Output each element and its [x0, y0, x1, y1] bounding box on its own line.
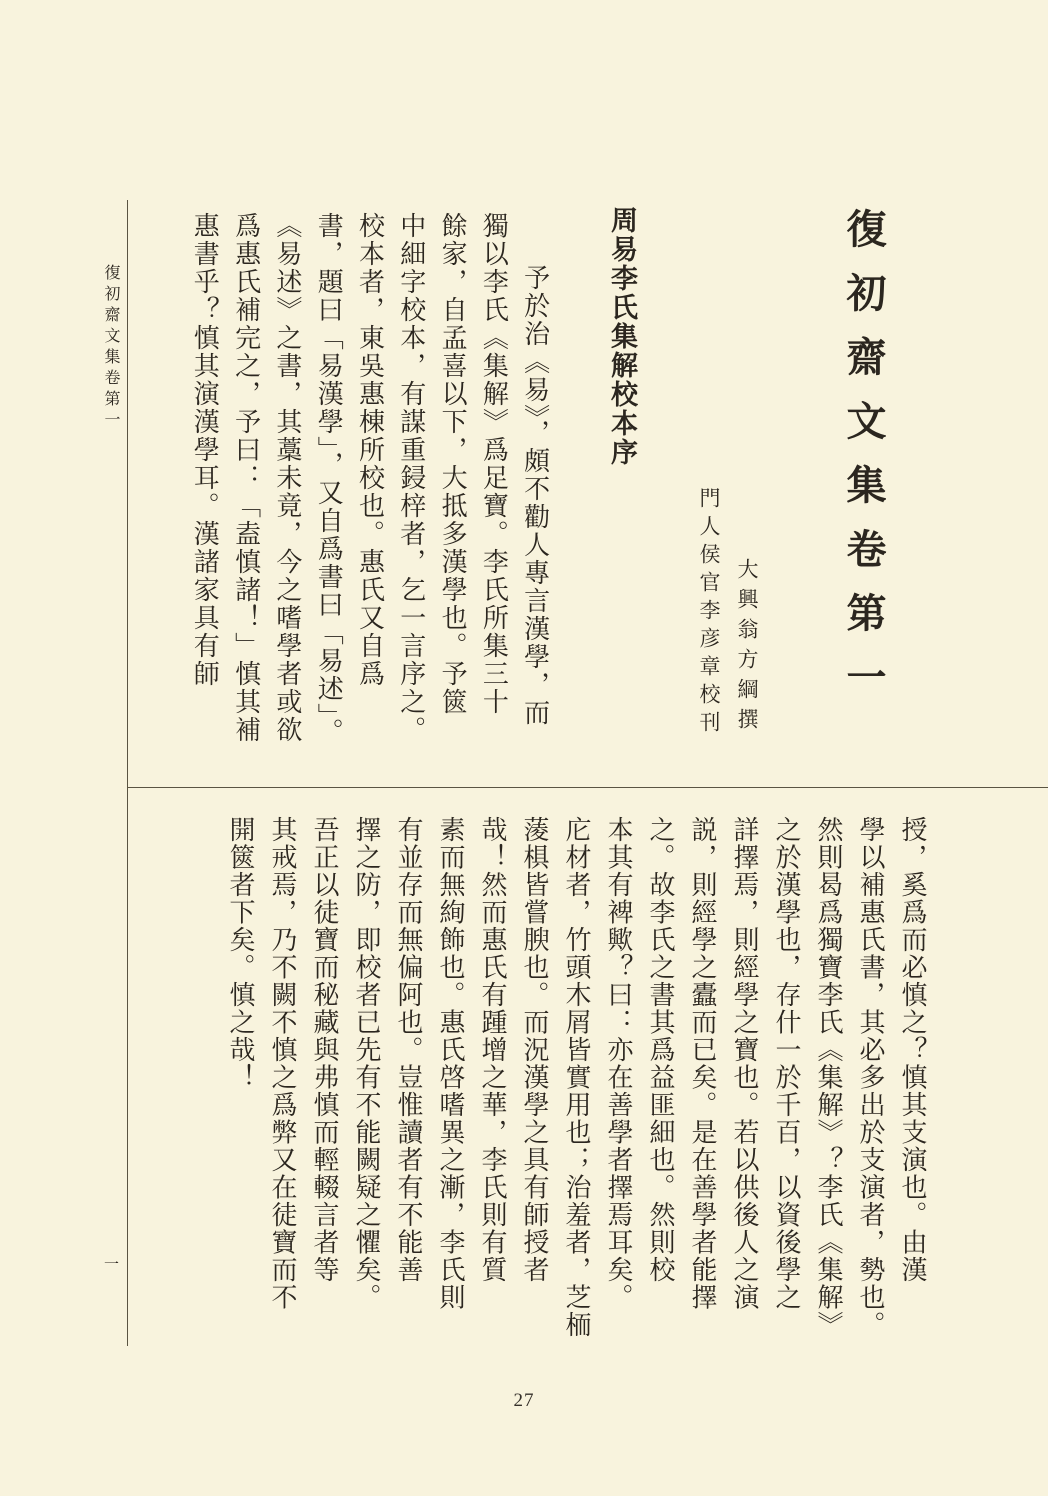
volume-title: 復初齋文集卷第一 [841, 208, 886, 720]
text-column: 學以補惠氏書，其必多出於支演者，勢也。 [856, 816, 885, 1339]
text-column: 吾正以徒寶而秘藏與弗慎而輕輟言者等 [310, 816, 339, 1284]
author-attribution: 大興翁方綱撰 [735, 558, 759, 738]
text-column: 餘家，自孟喜以下，大抵多漢學也。予篋 [438, 212, 468, 716]
text-column: 説，則經學之蠹而已矣。是在善學者能擇 [688, 816, 717, 1311]
section-title: 周易李氏集解校本序 [607, 206, 637, 467]
margin-folio-marker: 一 [102, 1256, 118, 1271]
text-column: 有並存而無偏阿也。豈惟讀者有不能善 [394, 816, 423, 1284]
text-column: 擇之防，即校者已先有不能闕疑之懼矣。 [352, 816, 381, 1311]
margin-volume-label: 復初齋文集卷第一 [102, 264, 119, 432]
text-column: 授，奚爲而必慎之？慎其支演也。由漢 [898, 816, 927, 1284]
text-column: 予於治《易》，頗不勸人專言漢學，而 [520, 264, 550, 727]
text-column: 之於漢學也，存什一於千百，以資後學之 [772, 816, 801, 1311]
text-column: 蔆椇皆嘗腴也。而況漢學之具有師授者 [520, 816, 549, 1284]
text-column: 素而無絢飾也。惠氏啓嗜異之漸，李氏則 [436, 816, 465, 1311]
editor-attribution: 門人侯官李彦章校刊 [697, 487, 721, 739]
preface-top-text-block [184, 212, 556, 760]
preface-bottom-text-block [219, 816, 933, 1356]
text-column: 之。故李氏之書其爲益匪細也。然則校 [646, 816, 675, 1284]
text-column: 本其有裨歟？曰：亦在善學者擇焉耳矣。 [604, 816, 633, 1311]
text-column: 中細字校本，有謀重鋟梓者，乞一言序之。 [396, 212, 426, 744]
block-divider-line [127, 787, 1048, 788]
text-column: 庀材者，竹頭木屑皆實用也；治羞者，芝栭 [562, 816, 591, 1339]
text-column: 然則曷爲獨寶李氏《集解》？李氏《集解》 [814, 816, 843, 1339]
text-column: 《易述》之書，其藁未竟，今之嗜學者或欲 [272, 212, 302, 744]
text-column: 哉！然而惠氏有踵增之華，李氏則有質 [478, 816, 507, 1284]
text-column: 詳擇焉，則經學之寶也。若以供後人之演 [730, 816, 759, 1311]
text-column: 校本者，東吳惠棟所校也。惠氏又自爲 [355, 212, 385, 688]
text-column: 書，題曰「易漢學」，又自爲書曰「易述」。 [314, 212, 344, 746]
page-number: 27 [513, 1390, 535, 1411]
text-column: 惠書乎？慎其演漢學耳。漢諸家具有師 [190, 212, 220, 688]
text-column: 其戒焉，乃不闕不慎之爲弊又在徒寶而不 [268, 816, 297, 1311]
text-column: 爲惠氏補完之，予曰：「盍慎諸！」慎其補 [231, 212, 261, 744]
text-column: 開篋者下矣。慎之哉！ [226, 816, 255, 1091]
text-column: 獨以李氏《集解》爲足寶。李氏所集三十 [479, 212, 509, 716]
margin-divider-line [127, 200, 128, 1346]
